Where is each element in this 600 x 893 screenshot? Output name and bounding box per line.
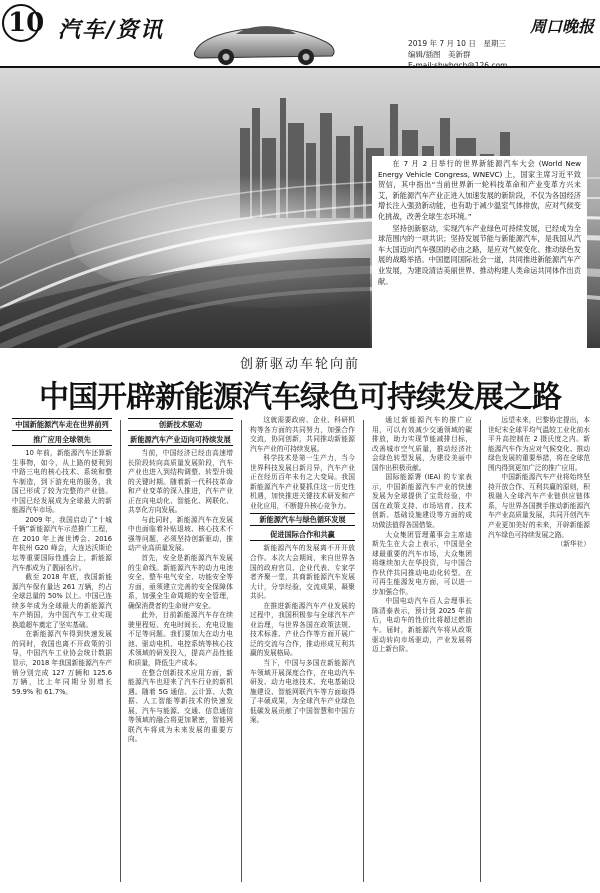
paragraph: 截至 2018 年底，我国新能源汽车保有量达 261 万辆，约占全球总量的 50% 以上。中国已连续多年成为全球最大的新能源汽车产销国，为中国汽车工业实现换道超车奠定了坚实基础。 (12, 573, 112, 629)
article-column-2 (128, 416, 233, 886)
masthead-logo: 周口晚报 (530, 17, 595, 36)
paragraph: 国际能源署 (IEA) 的专家表示，中国新能源汽车产业的快速发展为全球提供了宝贵经验，中国在政策支持、市场培育、技术创新、基础设施建设等方面的成功做法值得各国借鉴。 (372, 473, 472, 530)
paragraph: 远望未来，巴黎协定提出，本世纪末全球平均气温较工业化前水平升高控制在 2 摄氏度之内。新能源汽车作为应对气候变化、推动绿色发展的重要举措，将在全球范围内得到更加广泛的推广应用。 (488, 416, 590, 472)
column-divider (120, 420, 121, 882)
paragraph: 在整合创新技术应用方面，新能源汽车也迎来了汽车行业的新机遇。随着 5G 通信、云计算、大数据、人工智能等新技术的快速发展，汽车与能源、交通、信息通信等领域的融合将更加紧密，智能网联汽车将成为未来发展的重要方向。 (128, 668, 233, 744)
paragraph: 与此同时，新能源汽车在发展中也面临着补贴退坡、核心技术不强等问题，必须坚持创新驱动，推动产业高质量发展。 (128, 515, 233, 553)
paragraph: 新能源汽车的发展离不开开放合作。本次大会期间，来自世界各国的政府官员、企业代表、专家学者齐聚一堂，共商新能源汽车发展大计，分享经验，交流成果，凝聚共识。 (250, 544, 355, 601)
car-illustration-icon (188, 12, 338, 67)
article-credit: （新华社） (556, 540, 590, 549)
paragraph: 中国新能源汽车产业将始终坚持开放合作、互利共赢的原则，积极融入全球汽车产业链供应链体系，与世界各国携手推动新能源汽车产业高质量发展，共同开创汽车产业更加美好的未来，开辟新能源汽车绿色可持续发展之路。 (488, 473, 590, 539)
section-title: 汽车/资讯 (58, 17, 165, 43)
headline: 中国开辟新能源汽车绿色可持续发展之路 (39, 380, 561, 415)
paragraph: 在推进新能源汽车产业发展的过程中，我国积极参与全球汽车产业治理，与世界各国在政策法规、技术标准、产业合作等方面开展广泛的交流与合作，推动形成互利共赢的发展格局。 (250, 601, 355, 658)
article-column-5 (488, 416, 590, 886)
paragraph: 2009 年，我国启动了“十城千辆”新能源汽车示范推广工程，在 2010 年上海世博会、2016 年杭州 G20 峰会，大连达沃斯论坛等重要国际性盛会上，新能源汽车都成为了靓丽名片。 (12, 515, 112, 572)
subheading: 促进国际合作和共赢 (250, 529, 355, 541)
paragraph: 这就需要政府、企业、科研机构等各方面的共同努力，加强合作交流，协同创新，共同推动新能源汽车产业的可持续发展。 (250, 416, 355, 453)
paragraph: 此外，目前新能源汽车存在续驶里程短、充电时间长、充电设施不足等问题。我们要加大在动力电池、驱动电机、电控系统等核心技术领域的研发投入，提高产品性能和质量，降低生产成本。 (128, 611, 233, 668)
article-column-4 (372, 416, 472, 886)
column-divider (241, 420, 242, 882)
column-divider (480, 420, 481, 882)
paragraph: 当下，中国与多国在新能源汽车领域开展深度合作，在电动汽车研发、动力电池技术、充电基础设施建设、智能网联汽车等方面取得了丰硕成果，为全球汽车产业绿色低碳发展贡献了中国智慧和中国方案。 (250, 659, 355, 725)
paragraph: 首先，安全是新能源汽车发展的生命线。新能源汽车的动力电池安全、整车电气安全、功能安全等方面，亟须建立完善的安全保障体系，加强全生命周期的安全管理，确保消费者的生命财产安全。 (128, 554, 233, 610)
caption-paragraph: 坚持创新驱动，实现汽车产业绿色可持续发展，已经成为全球范围内的一项共识；坚持发展节能与新能源汽车，是我国从汽车大国迈向汽车强国的必由之路，是应对气候变化、推动绿色发展的战略举措。中国愿同国际社会一道，共同推进新能源汽车产业发展，为建设清洁美丽世界、推动构建人类命运共同体作出贡献。 (378, 223, 581, 286)
paragraph: 在新能源汽车得到快速发展的同时，我国也离不开政策的引导，中国汽车工业协会统计数据显示，2018 年我国新能源汽车产销分别完成 127 万辆和 125.6 万辆，比上年同期分别增长 59.9% 和 61.7%。 (12, 630, 112, 696)
editor-line: 编辑/插图 美新群 (408, 50, 471, 59)
subheading: 新能源汽车与绿色循环发展 (250, 513, 355, 526)
date-line: 2019 年 7 月 10 日 星期三 (408, 39, 506, 48)
subheading: 创新技术驱动 (128, 418, 233, 431)
paragraph: 通过新能源汽车的推广应用，可以有效减少交通领域的碳排放，助力实现节能减排目标，改善城市空气质量，推动经济社会绿色转型发展，为建设美丽中国作出积极贡献。 (372, 416, 472, 472)
paragraph: 中国电动汽车百人会理事长陈清泰表示，预计到 2025 年前后，电动车的性价比将超过燃油车。届时，新能源汽车将从政策驱动转向市场驱动，产业发展将迈上新台阶。 (372, 597, 472, 654)
caption-box (372, 156, 587, 351)
kicker: 创新驱动车轮向前 (239, 357, 360, 372)
article-column-3 (250, 416, 355, 886)
page-number: 10 (8, 8, 45, 38)
paragraph: 大众集团管理董事会主席迪斯先生在大会上表示，中国是全球最重要的汽车市场，大众集团将继续加大在华投资，与中国合作伙伴共同推动电动化转型。在可再生能源发电方面，可以进一步加强合作。 (372, 530, 472, 596)
subheading: 新能源汽车产业迈向可持续发展 (128, 434, 233, 446)
paragraph: 科学技术是第一生产力，当今世界科技发展日新月异，汽车产业正在经历百年未有之大变局。我国新能源汽车产业要抓住这一历史性机遇，加快推进关键技术研发和产业化应用，不断提升核心竞争力。 (250, 454, 355, 510)
article-column-1 (12, 416, 112, 886)
subheading: 中国新能源汽车走在世界前列 (12, 418, 112, 431)
subheading: 推广应用全球领先 (12, 434, 112, 446)
caption-paragraph: 在 7 月 2 日举行的世界新能源汽车大会 (World New Energy Vehicle Congress, WNEVC) 上，国家主席习近平致贺信，其中指出“当前世界新一轮科技革命和产业变革方兴未艾，新能源汽车产业正进入加速发展的新阶段，不仅为各国经济增长注入强劲新动能，也有助于减少温室气体排放，应对气候变化挑战，改善全球生态环境。” (378, 159, 581, 221)
paragraph: 当前，中国经济已经由高速增长阶段转向高质量发展阶段，汽车产业也进入到结构调整、转型升级的关键时期。随着新一代科技革命和产业变革的深入推进，汽车产业正在向电动化、智能化、网联化、共享化方向发展。 (128, 449, 233, 515)
paragraph: 10 年前，新能源汽车还算新生事物，如今，从上路的便利到中路三电的核心技术、系统和整车制造，到下游充电的服务，我国已形成了较为完整的产业链。中国已经发展成为全球最大的新能源汽车市场。 (12, 449, 112, 515)
column-divider (363, 420, 364, 882)
